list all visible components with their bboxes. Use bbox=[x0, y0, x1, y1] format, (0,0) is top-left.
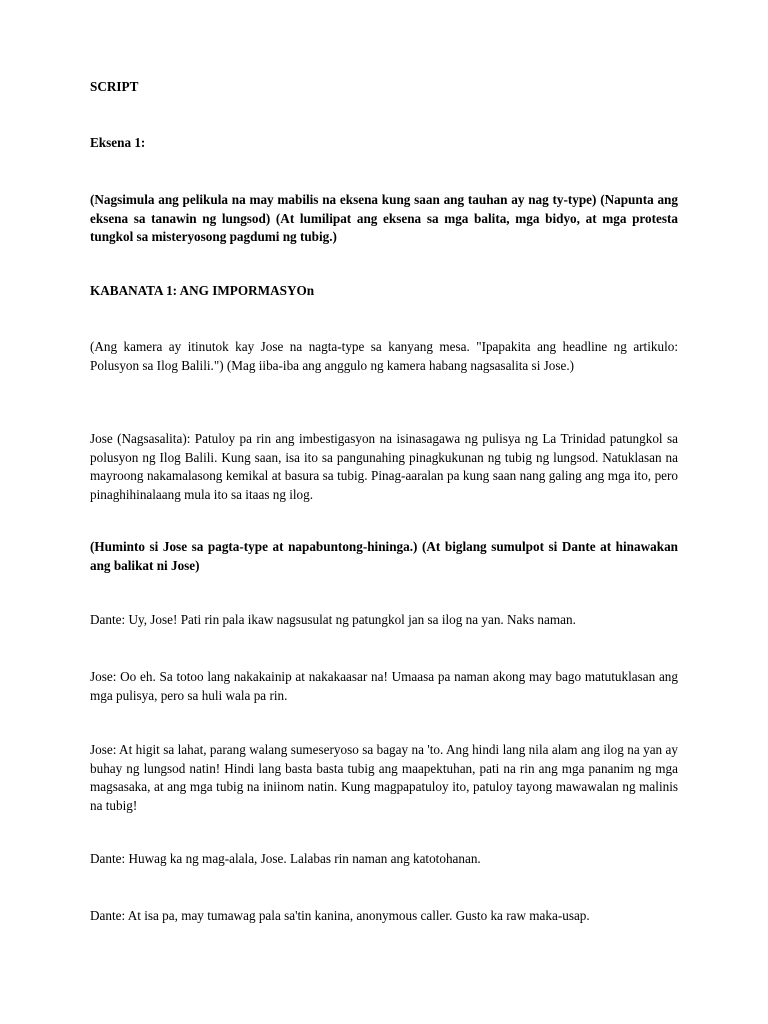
dialogue-dante-3: Dante: At isa pa, may tumawag pala sa'tin kanina, anonymous caller. Gusto ka raw maka-usap. bbox=[90, 908, 590, 923]
dialogue-jose-2: Jose: At higit sa lahat, parang walang sumeseryoso sa bagay na 'to. Ang hindi lang nila alam ang ilog na yan ay buhay ng lungsod natin! Hindi lang basta basta tubig ang maapektuhan, pati na rin ang mga pananim ng mga magsasaka, at ang mga tubig na iniinom natin. Kung magpapatuloy ito, patuloy tayong mawawalan ng malinis na tubig! bbox=[90, 742, 678, 813]
chapter-heading: KABANATA 1: ANG IMPORMASYOn bbox=[90, 283, 315, 298]
dialogue-dante-1: Dante: Uy, Jose! Pati rin pala ikaw nagsusulat ng patungkol jan sa ilog na yan. Naks naman. bbox=[90, 612, 576, 627]
script-title: SCRIPT bbox=[90, 79, 139, 94]
opening-stage-direction: (Nagsimula ang pelikula na may mabilis na eksena kung saan ang tauhan ay nag ty-type) (Napunta ang eksena sa tanawin ng lungsod) (At lumilipat ang eksena sa mga balita, mga bidyo, at mga protesta tungkol sa misteryosong pagdumi ng tubig.) bbox=[90, 192, 678, 245]
action-stage-direction: (Huminto si Jose sa pagta-type at napabuntong-hininga.) (At biglang sumulpot si Dante at hinawakan ang balikat ni Jose) bbox=[90, 539, 678, 573]
dialogue-jose-1: Jose: Oo eh. Sa totoo lang nakakainip at nakakaasar na! Umaasa pa naman akong may bago matutuklasan ang mga pulisya, pero sa huli wala pa rin. bbox=[90, 669, 678, 703]
jose-narration: Jose (Nagsasalita): Patuloy pa rin ang imbestigasyon na isinasagawa ng pulisya ng La Trinidad patungkol sa polusyon ng Ilog Balili. Kung saan, isa ito sa pangunahing pinagkukunan ng tubig ng lungsod. Natuklasan na mayroong nakamalasong kemikal at basura sa tubig. Pinag-aaralan pa kung saan nang galing ang mga ito, pero pinaghihinalaang mula ito sa itaas ng ilog. bbox=[90, 431, 678, 502]
scene-heading: Eksena 1: bbox=[90, 135, 146, 150]
camera-stage-direction: (Ang kamera ay itinutok kay Jose na nagta-type sa kanyang mesa. "Ipapakita ang headline ng artikulo: Polusyon sa Ilog Balili.") (Mag iiba-iba ang anggulo ng kamera habang nagsasalita si Jose.) bbox=[90, 339, 678, 373]
dialogue-dante-2: Dante: Huwag ka ng mag-alala, Jose. Lalabas rin naman ang katotohanan. bbox=[90, 851, 481, 866]
